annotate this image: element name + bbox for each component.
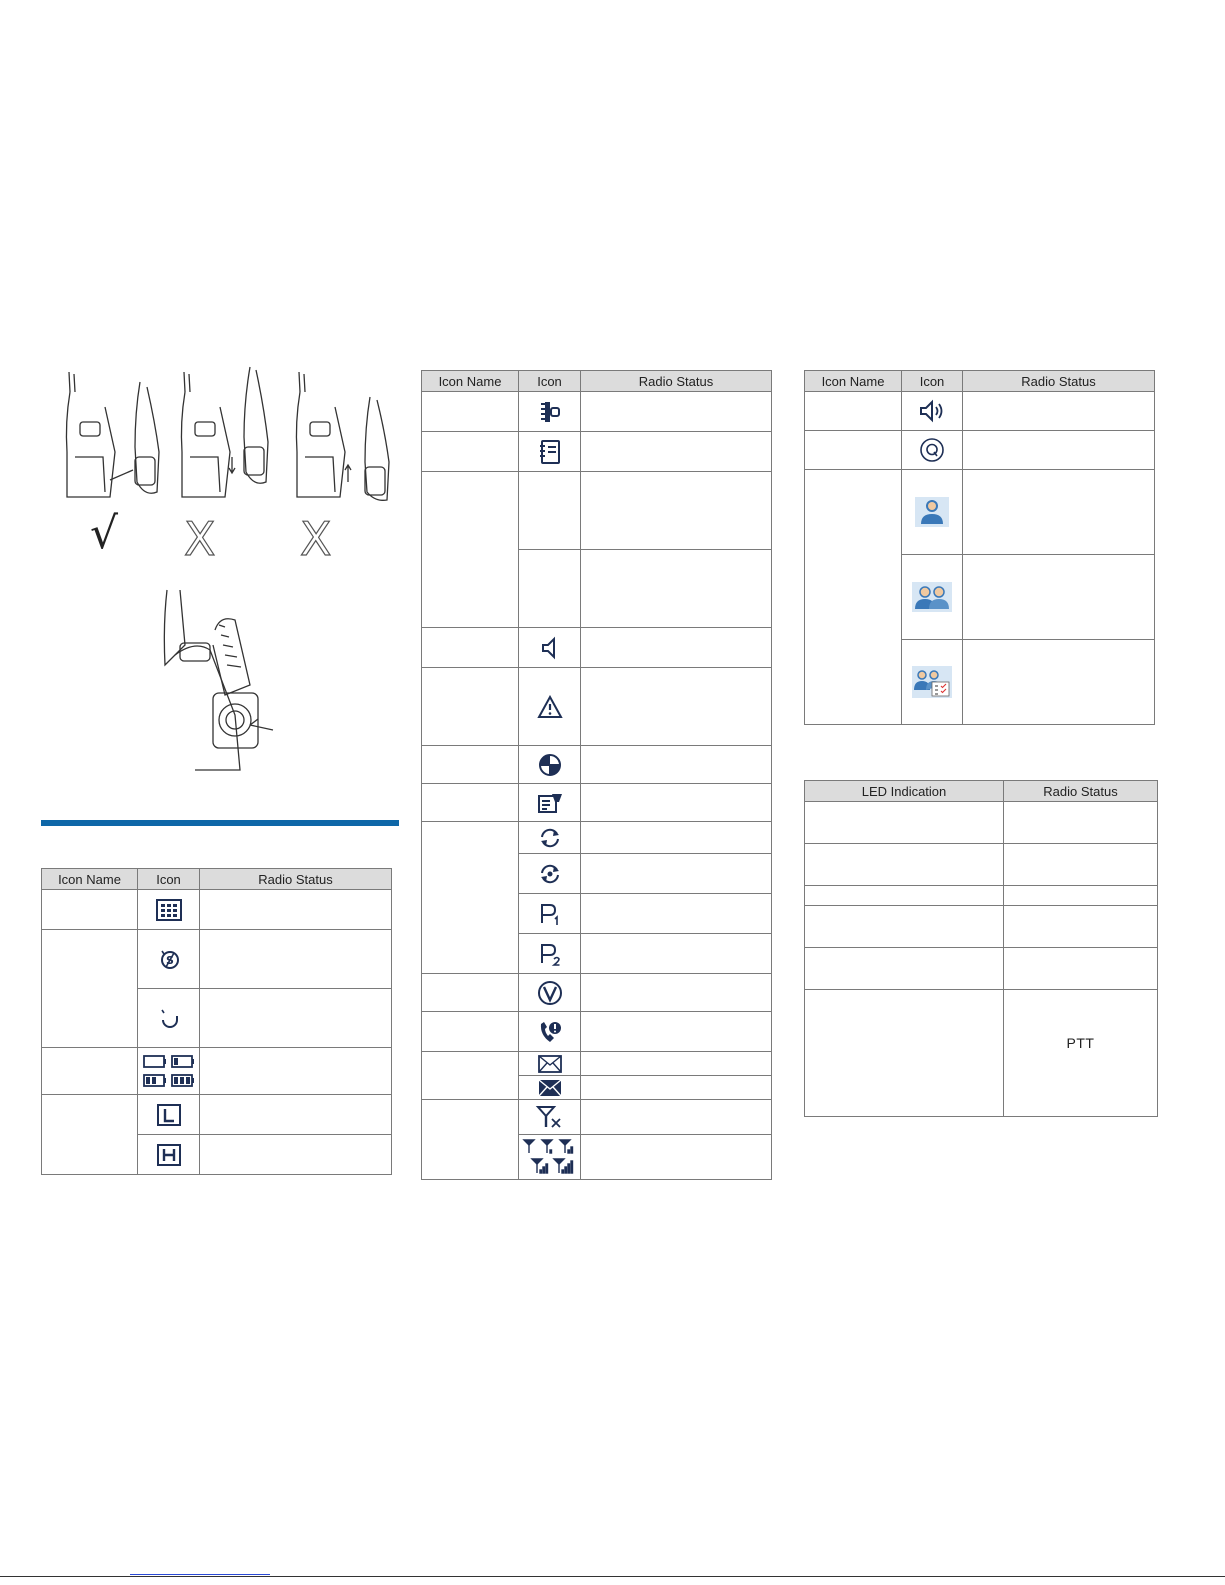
header-radio-status: Radio Status	[581, 371, 772, 392]
header-icon-name: Icon Name	[805, 371, 902, 392]
emergency-call-icon	[537, 1019, 563, 1045]
icon-table-middle	[421, 370, 772, 1180]
vox-icon	[536, 979, 564, 1007]
scan-partial-icon	[156, 1005, 182, 1031]
footer-line	[0, 1576, 1225, 1577]
header-icon: Icon	[519, 371, 581, 392]
icon-table-right	[804, 370, 1155, 725]
power-low-icon	[157, 1104, 181, 1126]
priority-2-icon	[538, 941, 562, 967]
header-icon: Icon	[138, 869, 200, 890]
accessory-attached-figure	[155, 585, 285, 775]
ptt-label: PTT	[1066, 1035, 1095, 1051]
wrong-mark-2: X	[300, 512, 332, 566]
envelope-icon	[537, 1054, 563, 1074]
priority-1-icon	[538, 901, 562, 927]
speaker-on-icon	[918, 399, 946, 423]
scan-priority-icon	[538, 862, 562, 886]
all-call-icon	[912, 666, 952, 698]
icon-table-left	[41, 868, 392, 1175]
header-icon: Icon	[902, 371, 963, 392]
group-call-icon	[912, 582, 952, 612]
single-call-icon	[915, 497, 949, 527]
header-radio-status: Radio Status	[1004, 781, 1158, 802]
blank-icon-cell	[519, 550, 581, 628]
notebook-icon	[538, 439, 562, 465]
no-signal-icon	[535, 1104, 565, 1130]
warning-icon	[537, 695, 563, 719]
radio-illustration-3	[296, 372, 389, 500]
encryption-icon	[537, 752, 563, 778]
radio-illustration-1	[66, 372, 159, 497]
flashlight-icon	[537, 400, 563, 424]
header-radio-status: Radio Status	[963, 371, 1155, 392]
led-table	[804, 780, 1158, 1117]
battery-icon	[142, 1053, 196, 1089]
svg-text:S: S	[165, 954, 174, 967]
footer-link-underline[interactable]	[130, 1574, 270, 1575]
header-icon-name: Icon Name	[42, 869, 138, 890]
radio-illustration-2	[181, 367, 268, 497]
speaker-icon	[540, 636, 560, 660]
text-message-icon	[537, 792, 563, 814]
gps-icon	[156, 946, 182, 972]
wrong-mark-1: X	[184, 512, 216, 566]
correct-mark: √	[90, 508, 119, 559]
power-high-icon	[157, 1144, 181, 1166]
header-radio-status: Radio Status	[200, 869, 392, 890]
signal-strength-icon	[520, 1137, 580, 1177]
section-rule	[41, 820, 399, 826]
header-led-indication: LED Indication	[805, 781, 1004, 802]
q-icon	[919, 437, 945, 463]
scan-icon	[538, 826, 562, 850]
blank-icon-cell	[519, 472, 581, 550]
grid-icon	[156, 899, 182, 921]
envelope-filled-icon	[537, 1078, 563, 1098]
header-icon-name: Icon Name	[422, 371, 519, 392]
